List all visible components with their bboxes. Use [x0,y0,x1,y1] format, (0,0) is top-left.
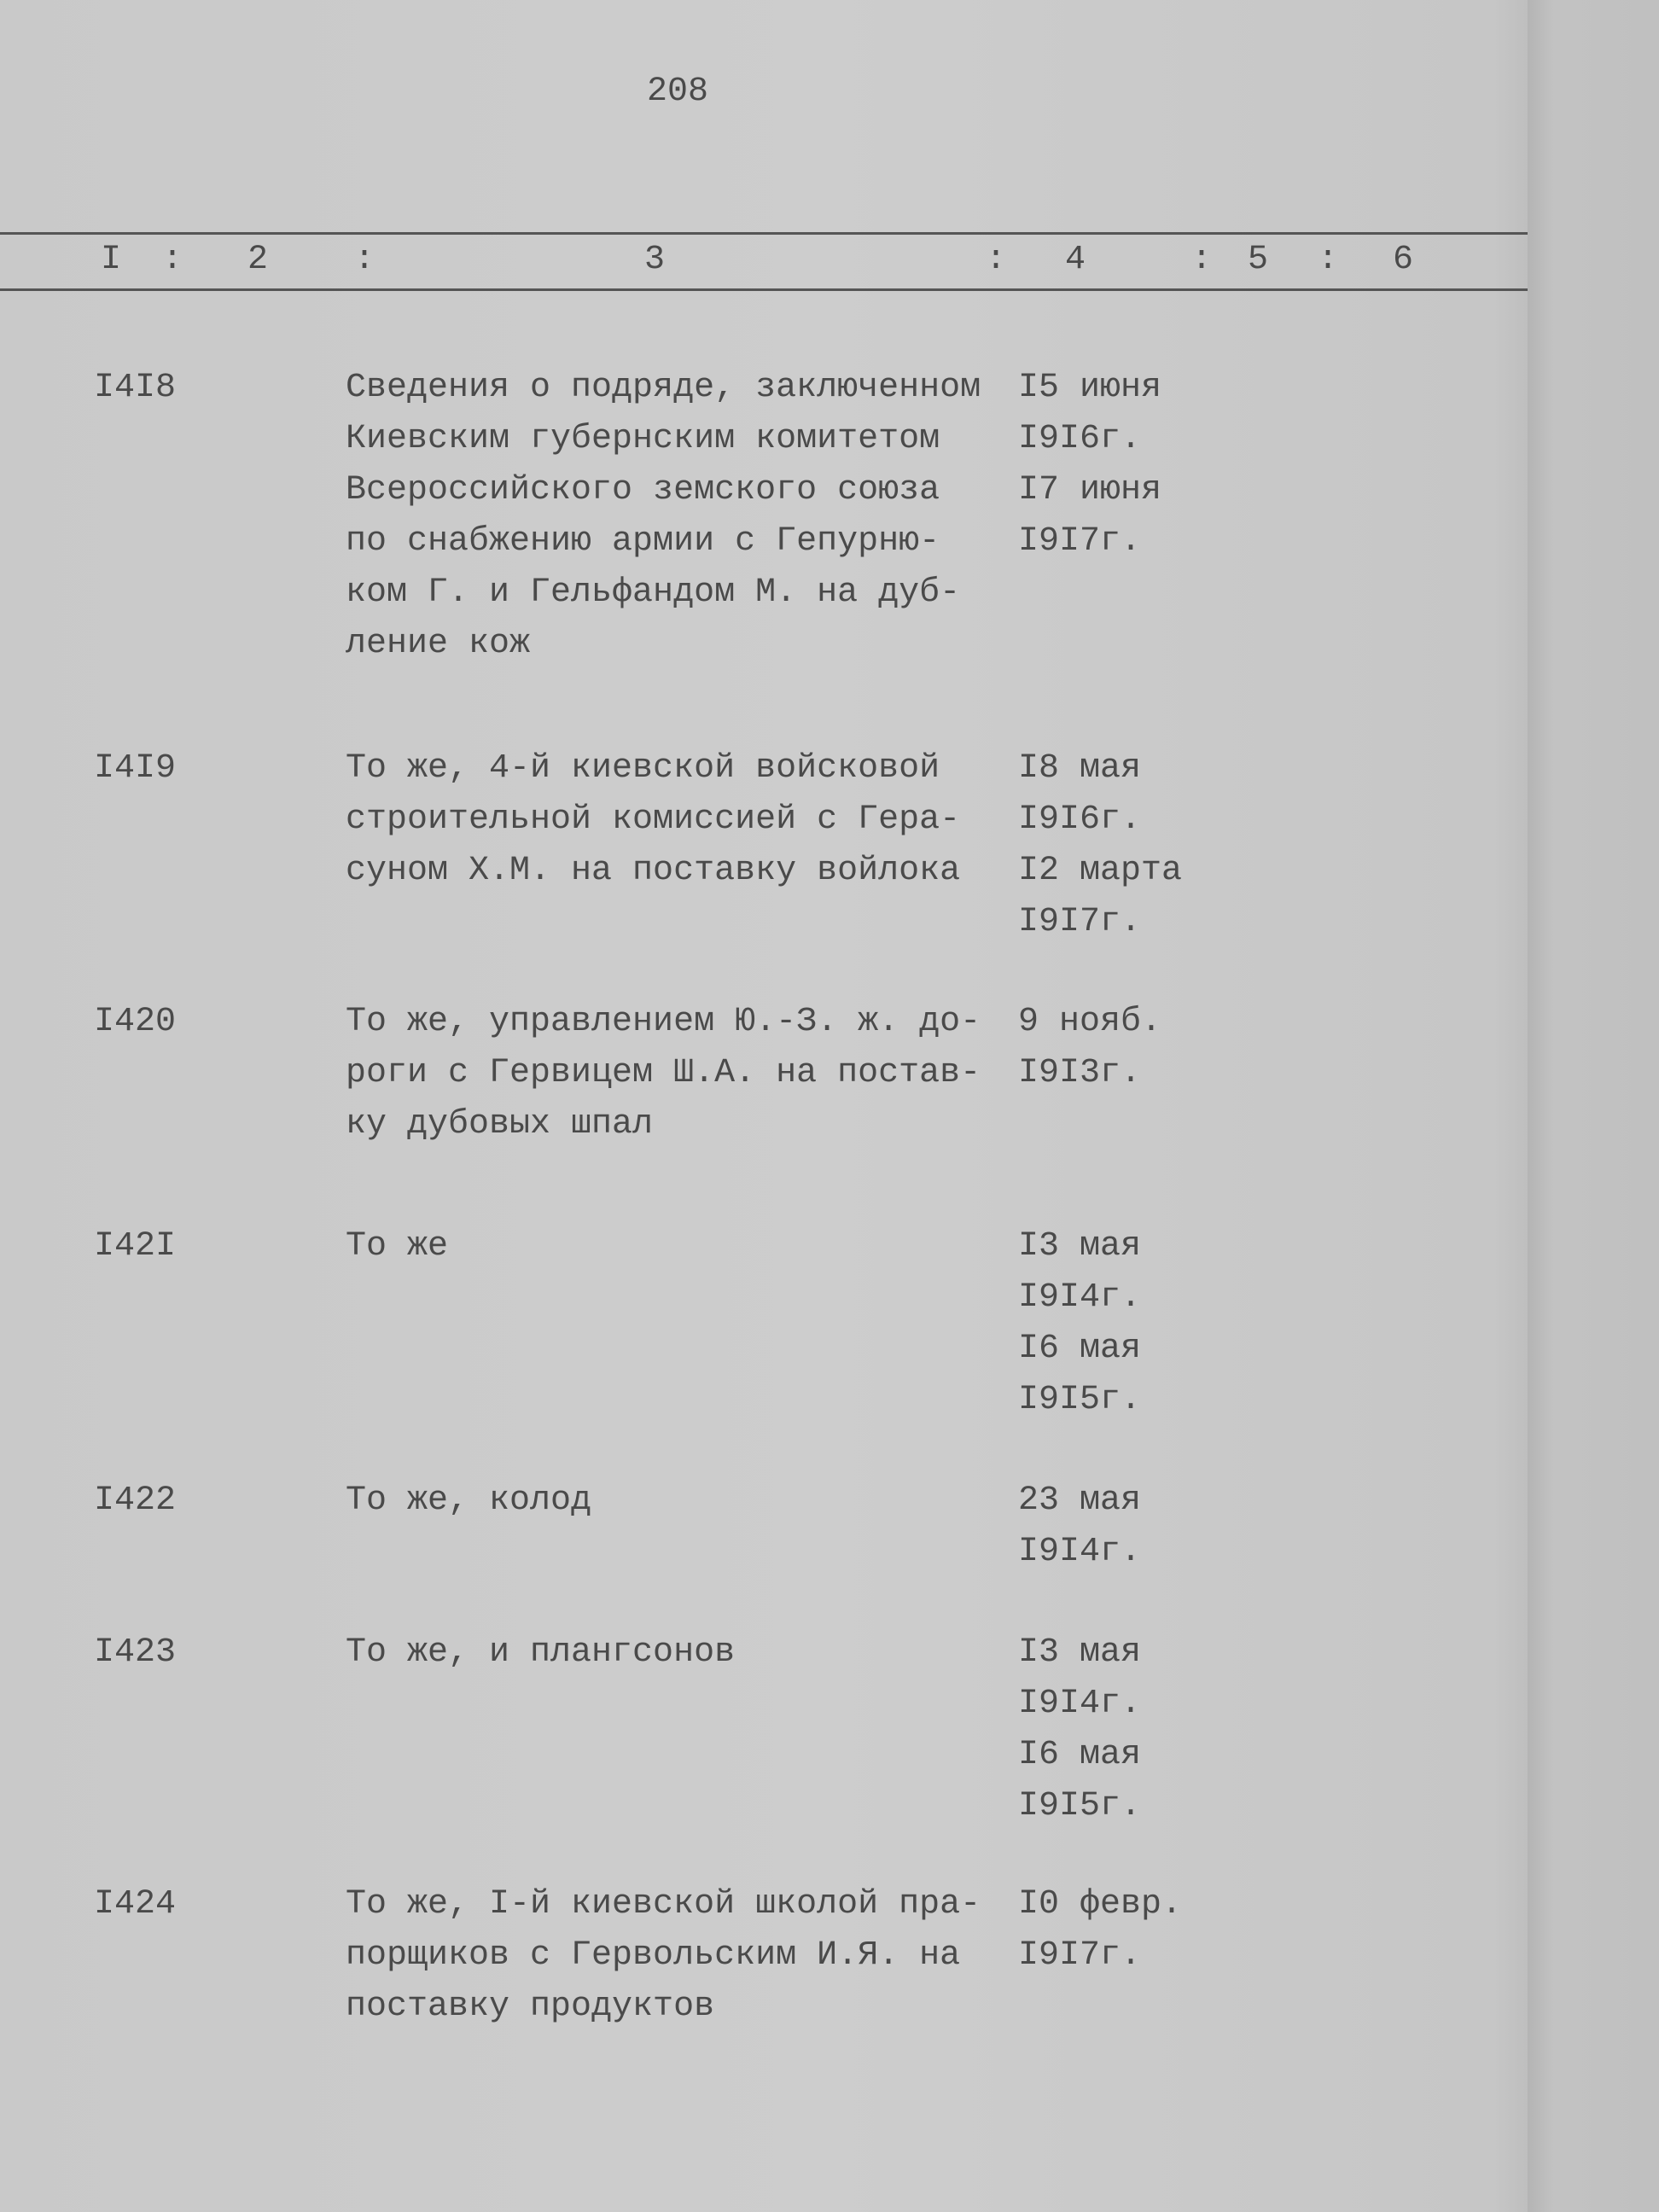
item-number [94,1221,176,1272]
item-dates-line: I9I7г. [1018,903,1142,941]
item-number [94,1879,176,1930]
item-description-line: поставку продуктов [346,1988,715,2026]
item-description-line: То же, колод [346,1481,592,1520]
item-number [94,743,176,795]
item-dates-line: I6 мая [1018,1330,1142,1368]
column-number: 2 [247,241,269,279]
item-dates-line: I2 марта [1018,852,1183,890]
header-top-rule [0,232,1528,235]
item-dates-line: I9I7г. [1018,1936,1142,1975]
item-number-line: I423 [94,1633,177,1672]
item-description-line: роги с Гервицем Ш.А. на постав- [346,1054,981,1092]
column-separator: : [354,241,375,279]
item-number-line: I420 [94,1003,177,1041]
item-dates-line: I0 февр. [1018,1885,1183,1924]
item-number-line: I424 [94,1885,177,1924]
item-description-line: ку дубовых шпал [346,1105,654,1144]
header-bottom-rule [0,288,1528,291]
item-dates-line: I9I3г. [1018,1054,1142,1092]
item-description-line: по снабжению армии с Гепурню- [346,522,940,561]
item-description-line: То же, I-й киевской школой пра- [346,1885,981,1924]
item-description-line: То же, управлением Ю.-З. ж. до- [346,1003,981,1041]
column-separator: : [1318,241,1339,279]
item-description [346,743,960,897]
item-dates-line: I6 мая [1018,1736,1142,1774]
item-description [346,363,981,670]
column-number: 6 [1393,241,1414,279]
item-description-line: ление кож [346,625,531,663]
column-separator: : [162,241,183,279]
item-dates-line: I7 июня [1018,471,1162,509]
item-dates-line: I5 июня [1018,369,1162,407]
item-dates [1018,1221,1141,1426]
item-description [346,1627,735,1679]
item-description-line: Киевским губернским комитетом [346,420,940,458]
item-description [346,997,981,1150]
item-description [346,1221,448,1272]
item-dates-line: I8 мая [1018,749,1142,788]
column-number: 5 [1248,241,1269,279]
item-number [94,1627,176,1679]
item-description-line: То же [346,1227,449,1266]
item-dates [1018,1627,1141,1832]
item-description-line: суном Х.М. на поставку войлока [346,852,961,890]
item-description-line: Всероссийского земского союза [346,471,940,509]
column-number: I [101,241,122,279]
item-description-line: То же, и плангсонов [346,1633,736,1672]
item-dates-line: I9I4г. [1018,1278,1142,1317]
item-number-line: I42I [94,1227,177,1266]
item-dates-line: I9I6г. [1018,420,1142,458]
item-number [94,997,176,1048]
page-edge [1528,0,1659,2212]
item-dates-line: 9 нояб. [1018,1003,1162,1041]
item-description-line: То же, 4-й киевской войсковой [346,749,940,788]
column-separator: : [1191,241,1213,279]
item-number-line: I4I8 [94,369,177,407]
item-number-line: I422 [94,1481,177,1520]
item-dates [1018,997,1161,1099]
item-number [94,1476,176,1527]
item-number [94,363,176,414]
item-description-line: порщиков с Гервольским И.Я. на [346,1936,961,1975]
item-dates-line: I9I4г. [1018,1685,1142,1723]
page-number: 208 [647,73,709,111]
column-separator: : [986,241,1007,279]
item-description-line: строительной комиссией с Гера- [346,800,961,839]
item-number-line: I4I9 [94,749,177,788]
item-dates-line: I9I5г. [1018,1381,1142,1419]
item-dates-line: I9I6г. [1018,800,1142,839]
item-dates-line: I3 мая [1018,1633,1142,1672]
item-description-line: ком Г. и Гельфандом М. на дуб- [346,573,961,612]
item-description [346,1879,981,2033]
column-number: 4 [1065,241,1086,279]
item-dates [1018,1879,1182,1982]
item-dates-line: I9I5г. [1018,1787,1142,1825]
item-dates-line: I9I4г. [1018,1533,1142,1571]
item-dates [1018,363,1161,568]
column-number: 3 [644,241,666,279]
item-dates [1018,1476,1141,1578]
item-dates-line: I3 мая [1018,1227,1142,1266]
item-description [346,1476,591,1527]
item-dates-line: I9I7г. [1018,522,1142,561]
item-dates [1018,743,1182,948]
item-dates-line: 23 мая [1018,1481,1142,1520]
item-description-line: Сведения о подряде, заключенном [346,369,981,407]
